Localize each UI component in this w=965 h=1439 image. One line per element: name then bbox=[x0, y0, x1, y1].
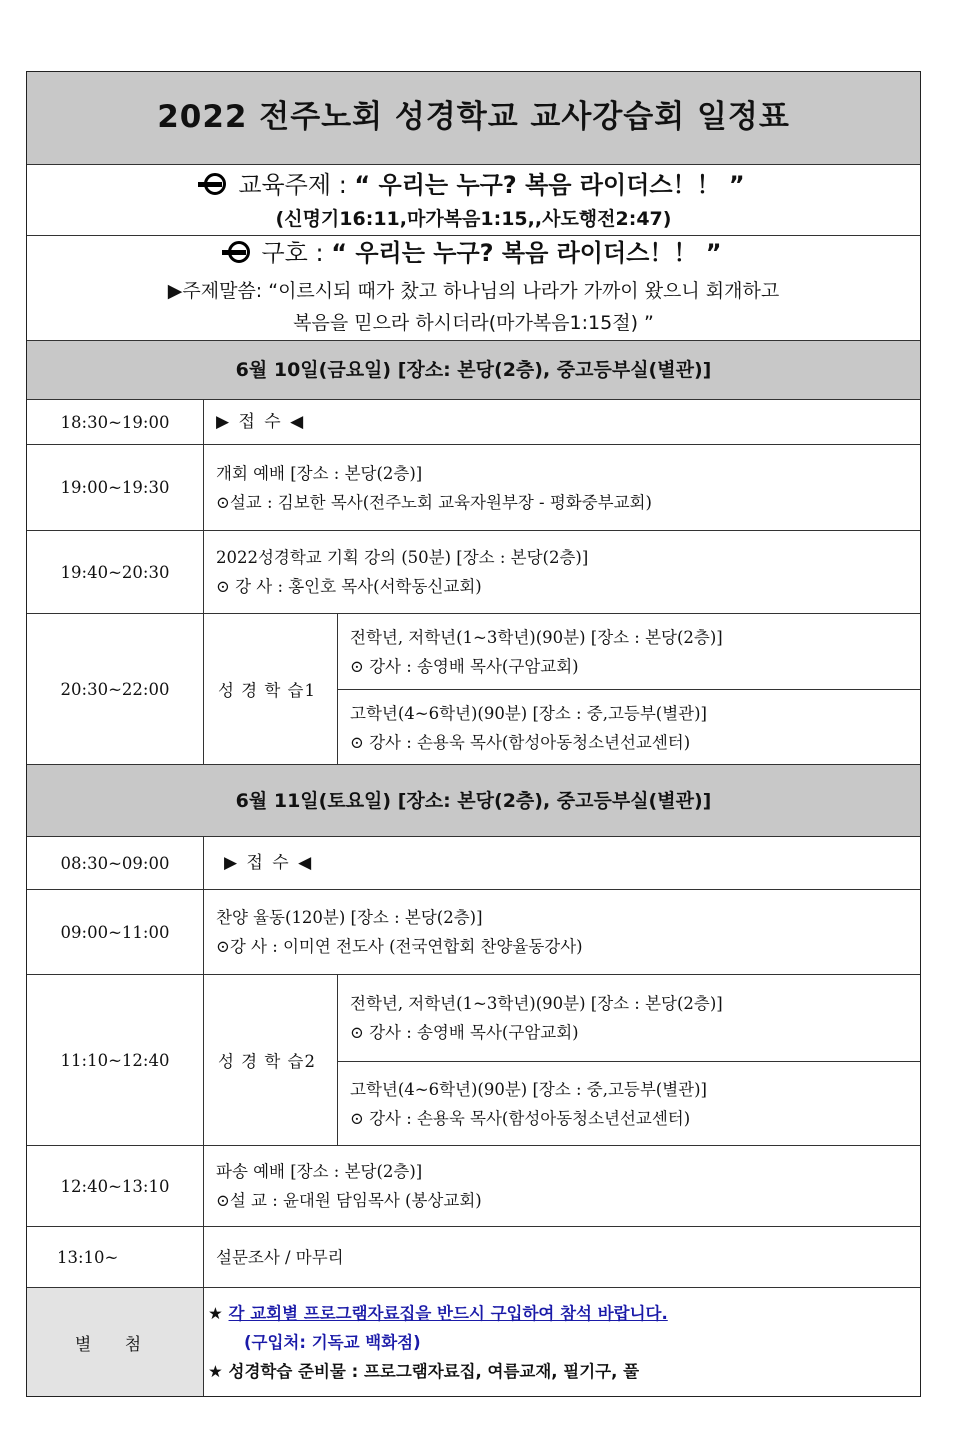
time-cell: 19:40~20:30 bbox=[27, 531, 204, 613]
time-cell: 13:10~ bbox=[27, 1227, 204, 1287]
study-group-b: 고학년(4~6학년)(90분) [장소 : 중,고등부(별관)] ⊙ 강사 : 손용욱 목사(함성아동청소년선교센터) bbox=[338, 689, 920, 765]
table-row bbox=[27, 974, 920, 1145]
event-cell: 파송 예배 [장소 : 본당(2층)] ⊙설 교 : 윤대원 담임목사 (봉상교회) bbox=[216, 1162, 482, 1210]
slogan-label: 구호 bbox=[261, 239, 308, 267]
table-row bbox=[27, 836, 920, 889]
schedule-table bbox=[26, 71, 921, 1397]
event-cell: 찬양 율동(120분) [장소 : 본당(2층)] ⊙강 사 : 이미연 전도사 (전국연합회 찬양율동강사) bbox=[216, 908, 583, 956]
theme-text: “ 우리는 누구? 복음 라이더스！！ ” bbox=[354, 171, 745, 199]
event-cell: 2022성경학교 기획 강의 (50분) [장소 : 본당(2층)] ⊙ 강 사 : 홍인호 목사(서학동신교회) bbox=[216, 548, 589, 596]
time-cell: 18:30~19:00 bbox=[27, 400, 204, 444]
day1-header: 6월 10일(금요일) [장소: 본당(2층), 중고등부실(별관)] bbox=[27, 340, 920, 399]
study-label: 성 경 학 습2 bbox=[204, 975, 338, 1145]
theme-verse-line1: ▶주제말씀: “이르시되 때가 찼고 하나님의 나라가 가까이 왔으니 회개하고 bbox=[167, 280, 780, 302]
time-cell: 19:00~19:30 bbox=[27, 445, 204, 530]
notes-content bbox=[204, 1288, 920, 1396]
theme-label: 교육주제 bbox=[238, 171, 332, 199]
time-cell: 09:00~11:00 bbox=[27, 890, 204, 974]
page-title bbox=[27, 72, 920, 164]
study-group-a: 전학년, 저학년(1~3학년)(90분) [장소 : 본당(2층)] ⊙ 강사 : 송영배 목사(구암교회) bbox=[350, 627, 723, 676]
table-row bbox=[27, 889, 920, 974]
study-group-a: 전학년, 저학년(1~3학년)(90분) [장소 : 본당(2층)] ⊙ 강사 : 송영배 목사(구암교회) bbox=[350, 994, 723, 1042]
theme-references: (신명기16:11,마가복음1:15,,사도행전2:47) bbox=[275, 208, 672, 230]
time-cell: 08:30~09:00 bbox=[27, 837, 204, 889]
bullet-icon bbox=[202, 173, 232, 197]
bullet-icon bbox=[226, 241, 256, 265]
theme-verse-line2: 복음을 믿으라 하시더라(마가복음1:15절) ” bbox=[293, 312, 654, 334]
table-row bbox=[27, 613, 920, 764]
supplies-note: ★ 성경학습 준비물 : 프로그램자료집, 여름교재, 필기구, 풀 bbox=[208, 1361, 640, 1381]
title-text: 2022 전주노회 성경학교 교사강습회 일정표 bbox=[157, 99, 790, 135]
table-row bbox=[27, 530, 920, 613]
slogan-section: 구호 : “ 우리는 누구? 복음 라이더스！！ ” ▶주제말씀: “이르시되 때가 찼고 하나님의 나라가 가까이 왔으니 회개하고 복음을 믿으라 하시더라(마가복음1:15절) ” bbox=[27, 235, 920, 340]
table-row bbox=[27, 399, 920, 444]
event-cell: 설문조사 / 마무리 bbox=[216, 1247, 344, 1267]
table-row bbox=[27, 1145, 920, 1226]
reception-cell: ▶ 접 수 ◀ bbox=[224, 852, 314, 873]
notes-row bbox=[27, 1287, 920, 1396]
time-cell: 20:30~22:00 bbox=[27, 614, 204, 764]
theme-section: 교육주제 : “ 우리는 누구? 복음 라이더스！！ ” (신명기16:11,마가복음1:15,,사도행전2:47) bbox=[27, 164, 920, 235]
event-cell: 개회 예배 [장소 : 본당(2층)] ⊙설교 : 김보한 목사(전주노회 교육자원부장 - 평화중부교회) bbox=[216, 463, 652, 512]
time-cell: 12:40~13:10 bbox=[27, 1146, 204, 1226]
table-row bbox=[27, 1226, 920, 1287]
notes-link[interactable]: 각 교회별 프로그램자료집을 반드시 구입하여 참석 바랍니다. bbox=[228, 1303, 668, 1323]
day2-header: 6월 11일(토요일) [장소: 본당(2층), 중고등부실(별관)] bbox=[27, 764, 920, 836]
study-label: 성 경 학 습1 bbox=[204, 614, 338, 764]
reception-cell: ▶ 접 수 ◀ bbox=[216, 411, 306, 432]
time-cell: 11:10~12:40 bbox=[27, 975, 204, 1145]
study-group-b: 고학년(4~6학년)(90분) [장소 : 중,고등부(별관)] ⊙ 강사 : 손용욱 목사(함성아동청소년선교센터) bbox=[338, 1061, 920, 1146]
notes-label: 별 첨 bbox=[27, 1288, 204, 1396]
star-icon: ★ bbox=[208, 1303, 229, 1323]
slogan-text: “ 우리는 누구? 복음 라이더스！！ ” bbox=[331, 239, 722, 267]
purchase-place: (구입처: 기독교 백화점) bbox=[244, 1332, 421, 1352]
table-row bbox=[27, 444, 920, 530]
